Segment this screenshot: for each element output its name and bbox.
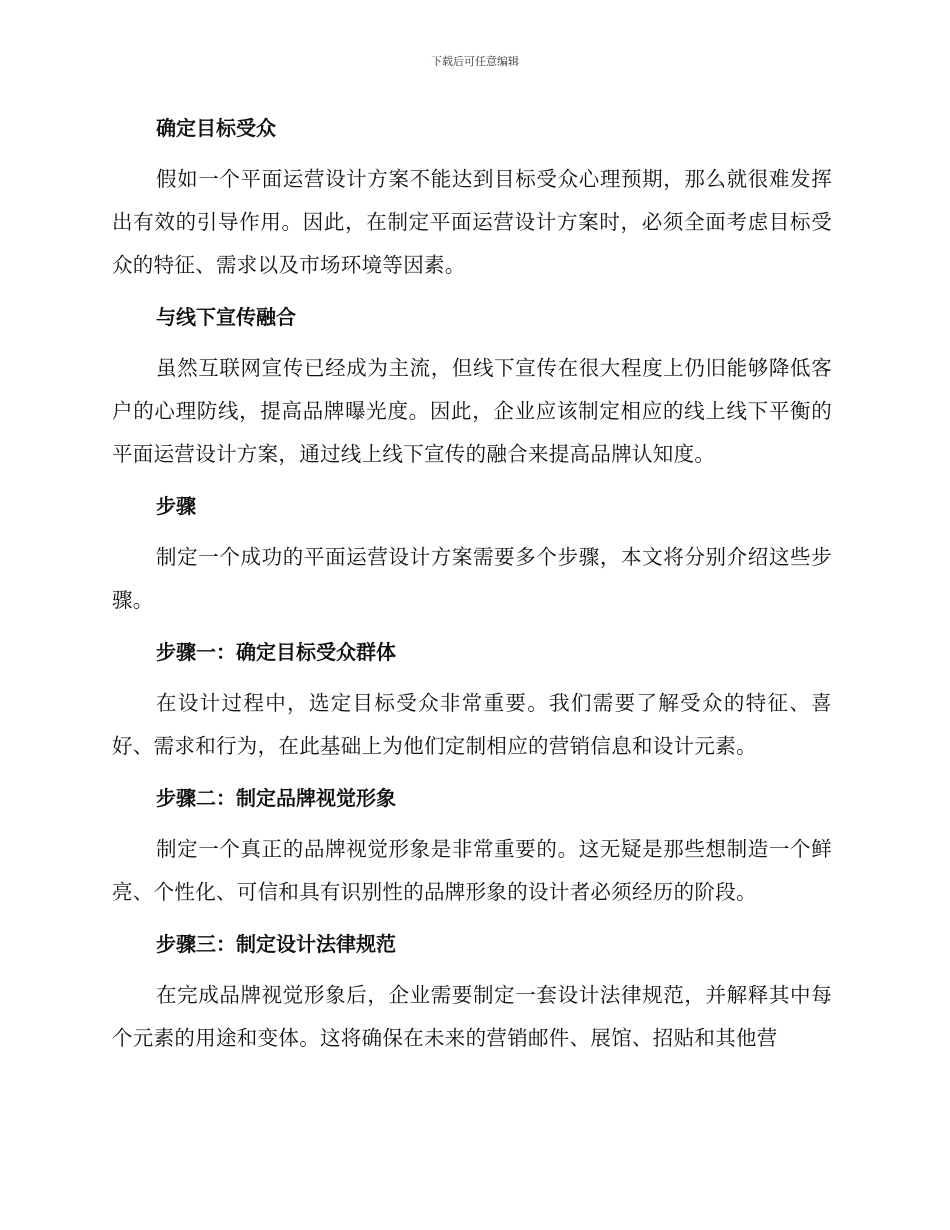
- section-heading-target-audience: 确定目标受众: [156, 116, 276, 140]
- page-header: 下载后可任意编辑: [431, 55, 519, 68]
- section-paragraph-step-two: 制定一个真正的品牌视觉形象是非常重要的。这无疑是那些想制造一个鲜亮、个性化、可信和具有识别性的品牌形象的设计者必须经历的阶段。: [112, 837, 832, 904]
- section-heading-step-three: 步骤三：制定设计法律规范: [156, 932, 396, 956]
- section-heading-step-one: 步骤一：确定目标受众群体: [156, 640, 396, 664]
- section-paragraph-steps: 制定一个成功的平面运营设计方案需要多个步骤，本文将分别介绍这些步骤。: [112, 545, 832, 612]
- section-paragraph-target-audience: 假如一个平面运营设计方案不能达到目标受众心理预期，那么就很难发挥出有效的引导作用。因此，在制定平面运营设计方案时，必须全面考虑目标受众的特征、需求以及市场环境等因素。: [112, 167, 832, 277]
- section-heading-offline-integration: 与线下宣传融合: [156, 305, 296, 329]
- section-heading-step-two: 步骤二：制定品牌视觉形象: [156, 786, 396, 810]
- section-paragraph-step-one: 在设计过程中，选定目标受众非常重要。我们需要了解受众的特征、喜好、需求和行为，在此基础上为他们定制相应的营销信息和设计元素。: [112, 691, 832, 758]
- section-heading-steps: 步骤: [156, 494, 196, 518]
- section-paragraph-step-three: 在完成品牌视觉形象后，企业需要制定一套设计法律规范，并解释其中每个元素的用途和变体。这将确保在未来的营销邮件、展馆、招贴和其他营: [112, 983, 832, 1050]
- document-body: [112, 106, 832, 1068]
- section-paragraph-offline-integration: 虽然互联网宣传已经成为主流，但线下宣传在很大程度上仍旧能够降低客户的心理防线，提高品牌曝光度。因此，企业应该制定相应的线上线下平衡的平面运营设计方案，通过线上线下宣传的融合来提高品牌认知度。: [112, 356, 832, 466]
